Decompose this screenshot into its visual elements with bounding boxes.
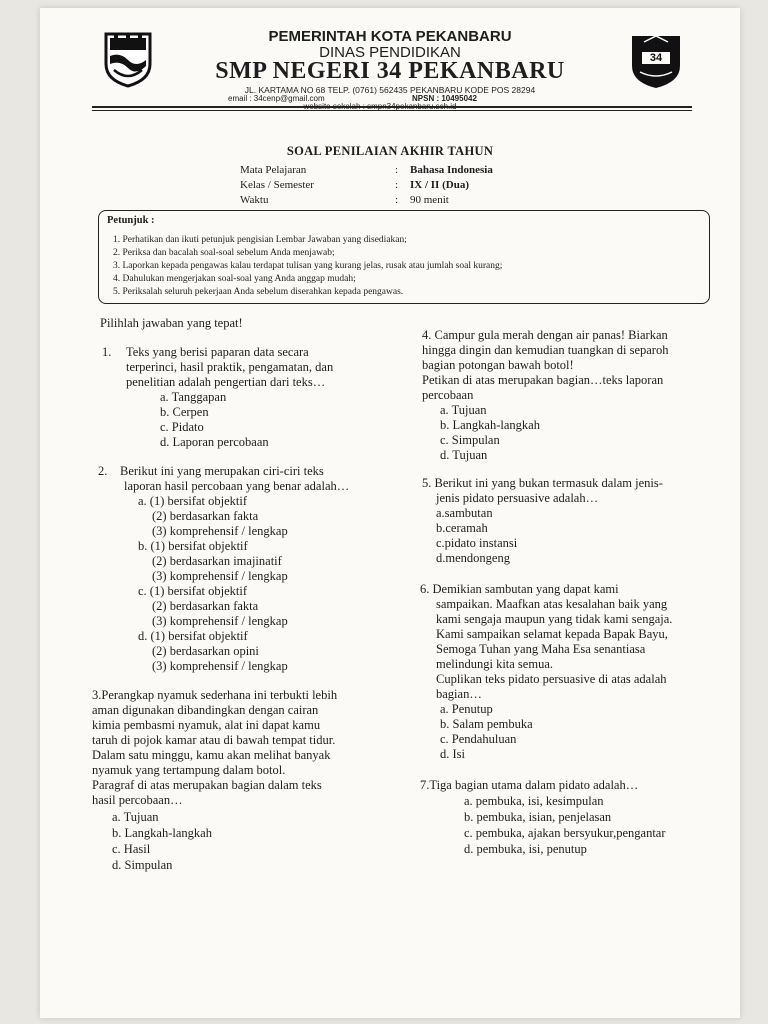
q3-line: Paragraf di atas merupakan bagian dalam teks xyxy=(92,778,322,792)
q1-option: b. Cerpen xyxy=(160,405,209,419)
q5-line: jenis pidato persuasive adalah… xyxy=(436,491,599,505)
prompt-text: Pilihlah jawaban yang tepat! xyxy=(100,316,243,330)
q5-option: c.pidato instansi xyxy=(436,536,518,550)
q3-line: taruh di pojok kamar atau di bawah tempat tidur. xyxy=(92,733,336,747)
instruction-item: 1. Perhatikan dan ikuti petunjuk pengisian Lembar Jawaban yang disediakan; xyxy=(113,235,407,245)
school-email: email : 34cenp@gmail.com xyxy=(228,94,325,103)
exam-title: SOAL PENILAIAN AKHIR TAHUN xyxy=(286,144,494,158)
school-address: JL. KARTAMA NO 68 TELP. (0761) 562435 PEKANBARU KODE POS 28294 xyxy=(244,85,536,95)
q2-option: d. (1) bersifat objektif xyxy=(138,629,248,643)
q3-line: hasil percobaan… xyxy=(92,793,183,807)
q3-option: b. Langkah-langkah xyxy=(112,826,212,840)
meta-sep: : xyxy=(395,194,399,206)
q1-line: terperinci, hasil praktik, pengamatan, dan xyxy=(126,360,334,374)
q5-option: d.mendongeng xyxy=(436,551,510,565)
q4-option: b. Langkah-langkah xyxy=(440,418,540,432)
q1-option: d. Laporan percobaan xyxy=(160,435,269,449)
q3-line: nyamuk yang tertampung dalam botol. xyxy=(92,763,286,777)
q5-option: a.sambutan xyxy=(436,506,493,520)
q7-option: a. pembuka, isi, kesimpulan xyxy=(464,794,604,808)
q2-option-sub: (2) berdasarkan fakta xyxy=(152,509,259,523)
q6-option: a. Penutup xyxy=(440,702,493,716)
q2-number: 2. xyxy=(98,464,108,478)
seal-number: 34 xyxy=(649,52,663,64)
q4-line: 4. Campur gula merah dengan air panas! Biarkan xyxy=(422,328,668,342)
q6-option: c. Pendahuluan xyxy=(440,732,517,746)
header-rule xyxy=(92,106,692,108)
q2-option-sub: (2) berdasarkan opini xyxy=(152,644,259,658)
q4-line: hingga dingin dan kemudian tuangkan di separoh xyxy=(422,343,669,357)
q5-line: 5. Berikut ini yang bukan termasuk dalam jenis- xyxy=(422,476,663,490)
q1-line: Teks yang berisi paparan data secara xyxy=(126,345,309,359)
q3-line: 3.Perangkap nyamuk sederhana ini terbukti lebih xyxy=(92,688,338,702)
q4-option: d. Tujuan xyxy=(440,448,488,462)
instructions-box xyxy=(98,210,710,304)
meta-label-subject: Mata Pelajaran xyxy=(240,164,307,176)
meta-label-time: Waktu xyxy=(240,194,269,206)
q6-line: bagian… xyxy=(436,687,482,701)
instruction-item: 5. Periksalah seluruh pekerjaan Anda sebelum diserahkan kepada pengawas. xyxy=(113,287,404,297)
q7-option: c. pembuka, ajakan bersyukur,pengantar xyxy=(464,826,666,840)
q2-option-sub: (3) komprehensif / lengkap xyxy=(152,614,288,628)
q6-line: sampaikan. Maafkan atas kesalahan baik yang xyxy=(436,597,668,611)
header-rule-thin xyxy=(92,110,692,111)
q3-line: kimia pembasmi nyamuk, alat ini dapat kamu xyxy=(92,718,321,732)
school-seal xyxy=(626,30,686,90)
meta-value-class: IX / II (Dua) xyxy=(410,179,469,191)
q6-line: melindungi kita semua. xyxy=(436,657,553,671)
school-npsn: NPSN : 10495042 xyxy=(412,94,477,103)
q1-line: penelitian adalah pengertian dari teks… xyxy=(126,375,326,389)
q4-line: Petikan di atas merupakan bagian…teks laporan xyxy=(422,373,664,387)
q4-line: bagian potongan bawah botol! xyxy=(422,358,574,372)
dept-line: DINAS PENDIDIKAN xyxy=(319,44,461,61)
q1-option: c. Pidato xyxy=(160,420,204,434)
q2-line: laporan hasil percobaan yang benar adalah… xyxy=(124,479,350,493)
meta-sep: : xyxy=(395,164,399,176)
q2-line: Berikut ini yang merupakan ciri-ciri teks xyxy=(120,464,324,478)
exam-paper xyxy=(40,8,740,1018)
gov-line: PEMERINTAH KOTA PEKANBARU xyxy=(268,28,512,45)
q2-option-sub: (2) berdasarkan imajinatif xyxy=(152,554,282,568)
instructions-title: Petunjuk : xyxy=(107,215,155,226)
q3-option: d. Simpulan xyxy=(112,858,173,872)
q6-line: 6. Demikian sambutan yang dapat kami xyxy=(420,582,619,596)
q4-option: a. Tujuan xyxy=(440,403,487,417)
meta-value-time: 90 menit xyxy=(410,194,449,206)
q6-line: Cuplikan teks pidato persuasive di atas adalah xyxy=(436,672,667,686)
q5-option: b.ceramah xyxy=(436,521,488,535)
q4-option: c. Simpulan xyxy=(440,433,500,447)
q3-option: c. Hasil xyxy=(112,842,151,856)
q2-option-sub: (3) komprehensif / lengkap xyxy=(152,524,288,538)
q6-line: kami sengaja maupun yang tidak kami sengaja. xyxy=(436,612,673,626)
instruction-item: 3. Laporkan kepada pengawas kalau terdapat tulisan yang kurang jelas, rusak atau jumlah soal kurang; xyxy=(113,261,503,271)
q1-option: a. Tanggapan xyxy=(160,390,227,404)
q3-option: a. Tujuan xyxy=(112,810,159,824)
q2-option: c. (1) bersifat objektif xyxy=(138,584,247,598)
q1-number: 1. xyxy=(102,345,112,359)
q7-option: b. pembuka, isian, penjelasan xyxy=(464,810,612,824)
meta-label-class: Kelas / Semester xyxy=(240,179,314,191)
q7-line: 7.Tiga bagian utama dalam pidato adalah… xyxy=(420,778,639,792)
instruction-item: 2. Periksa dan bacalah soal-soal sebelum Anda menjawab; xyxy=(113,248,335,258)
q6-line: Kami sampaikan selamat kepada Bapak Bayu, xyxy=(436,627,668,641)
q6-line: Semoga Tuhan yang Maha Esa senantiasa xyxy=(436,642,646,656)
q2-option: a. (1) bersifat objektif xyxy=(138,494,247,508)
q2-option-sub: (3) komprehensif / lengkap xyxy=(152,659,288,673)
instruction-item: 4. Dahulukan mengerjakan soal-soal yang Anda anggap mudah; xyxy=(113,274,356,284)
q2-option: b. (1) bersifat objektif xyxy=(138,539,248,553)
q7-option: d. pembuka, isi, penutup xyxy=(464,842,587,856)
q2-option-sub: (2) berdasarkan fakta xyxy=(152,599,259,613)
q3-line: Dalam satu minggu, kamu akan melihat banyak xyxy=(92,748,331,762)
meta-value-subject: Bahasa Indonesia xyxy=(410,164,493,176)
school-name: SMP NEGERI 34 PEKANBARU xyxy=(215,58,565,84)
q2-option-sub: (3) komprehensif / lengkap xyxy=(152,569,288,583)
q3-line: aman digunakan dibandingkan dengan cairan xyxy=(92,703,319,717)
meta-sep: : xyxy=(395,179,399,191)
q4-line: percobaan xyxy=(422,388,474,402)
q6-option: d. Isi xyxy=(440,747,465,761)
q6-option: b. Salam pembuka xyxy=(440,717,533,731)
